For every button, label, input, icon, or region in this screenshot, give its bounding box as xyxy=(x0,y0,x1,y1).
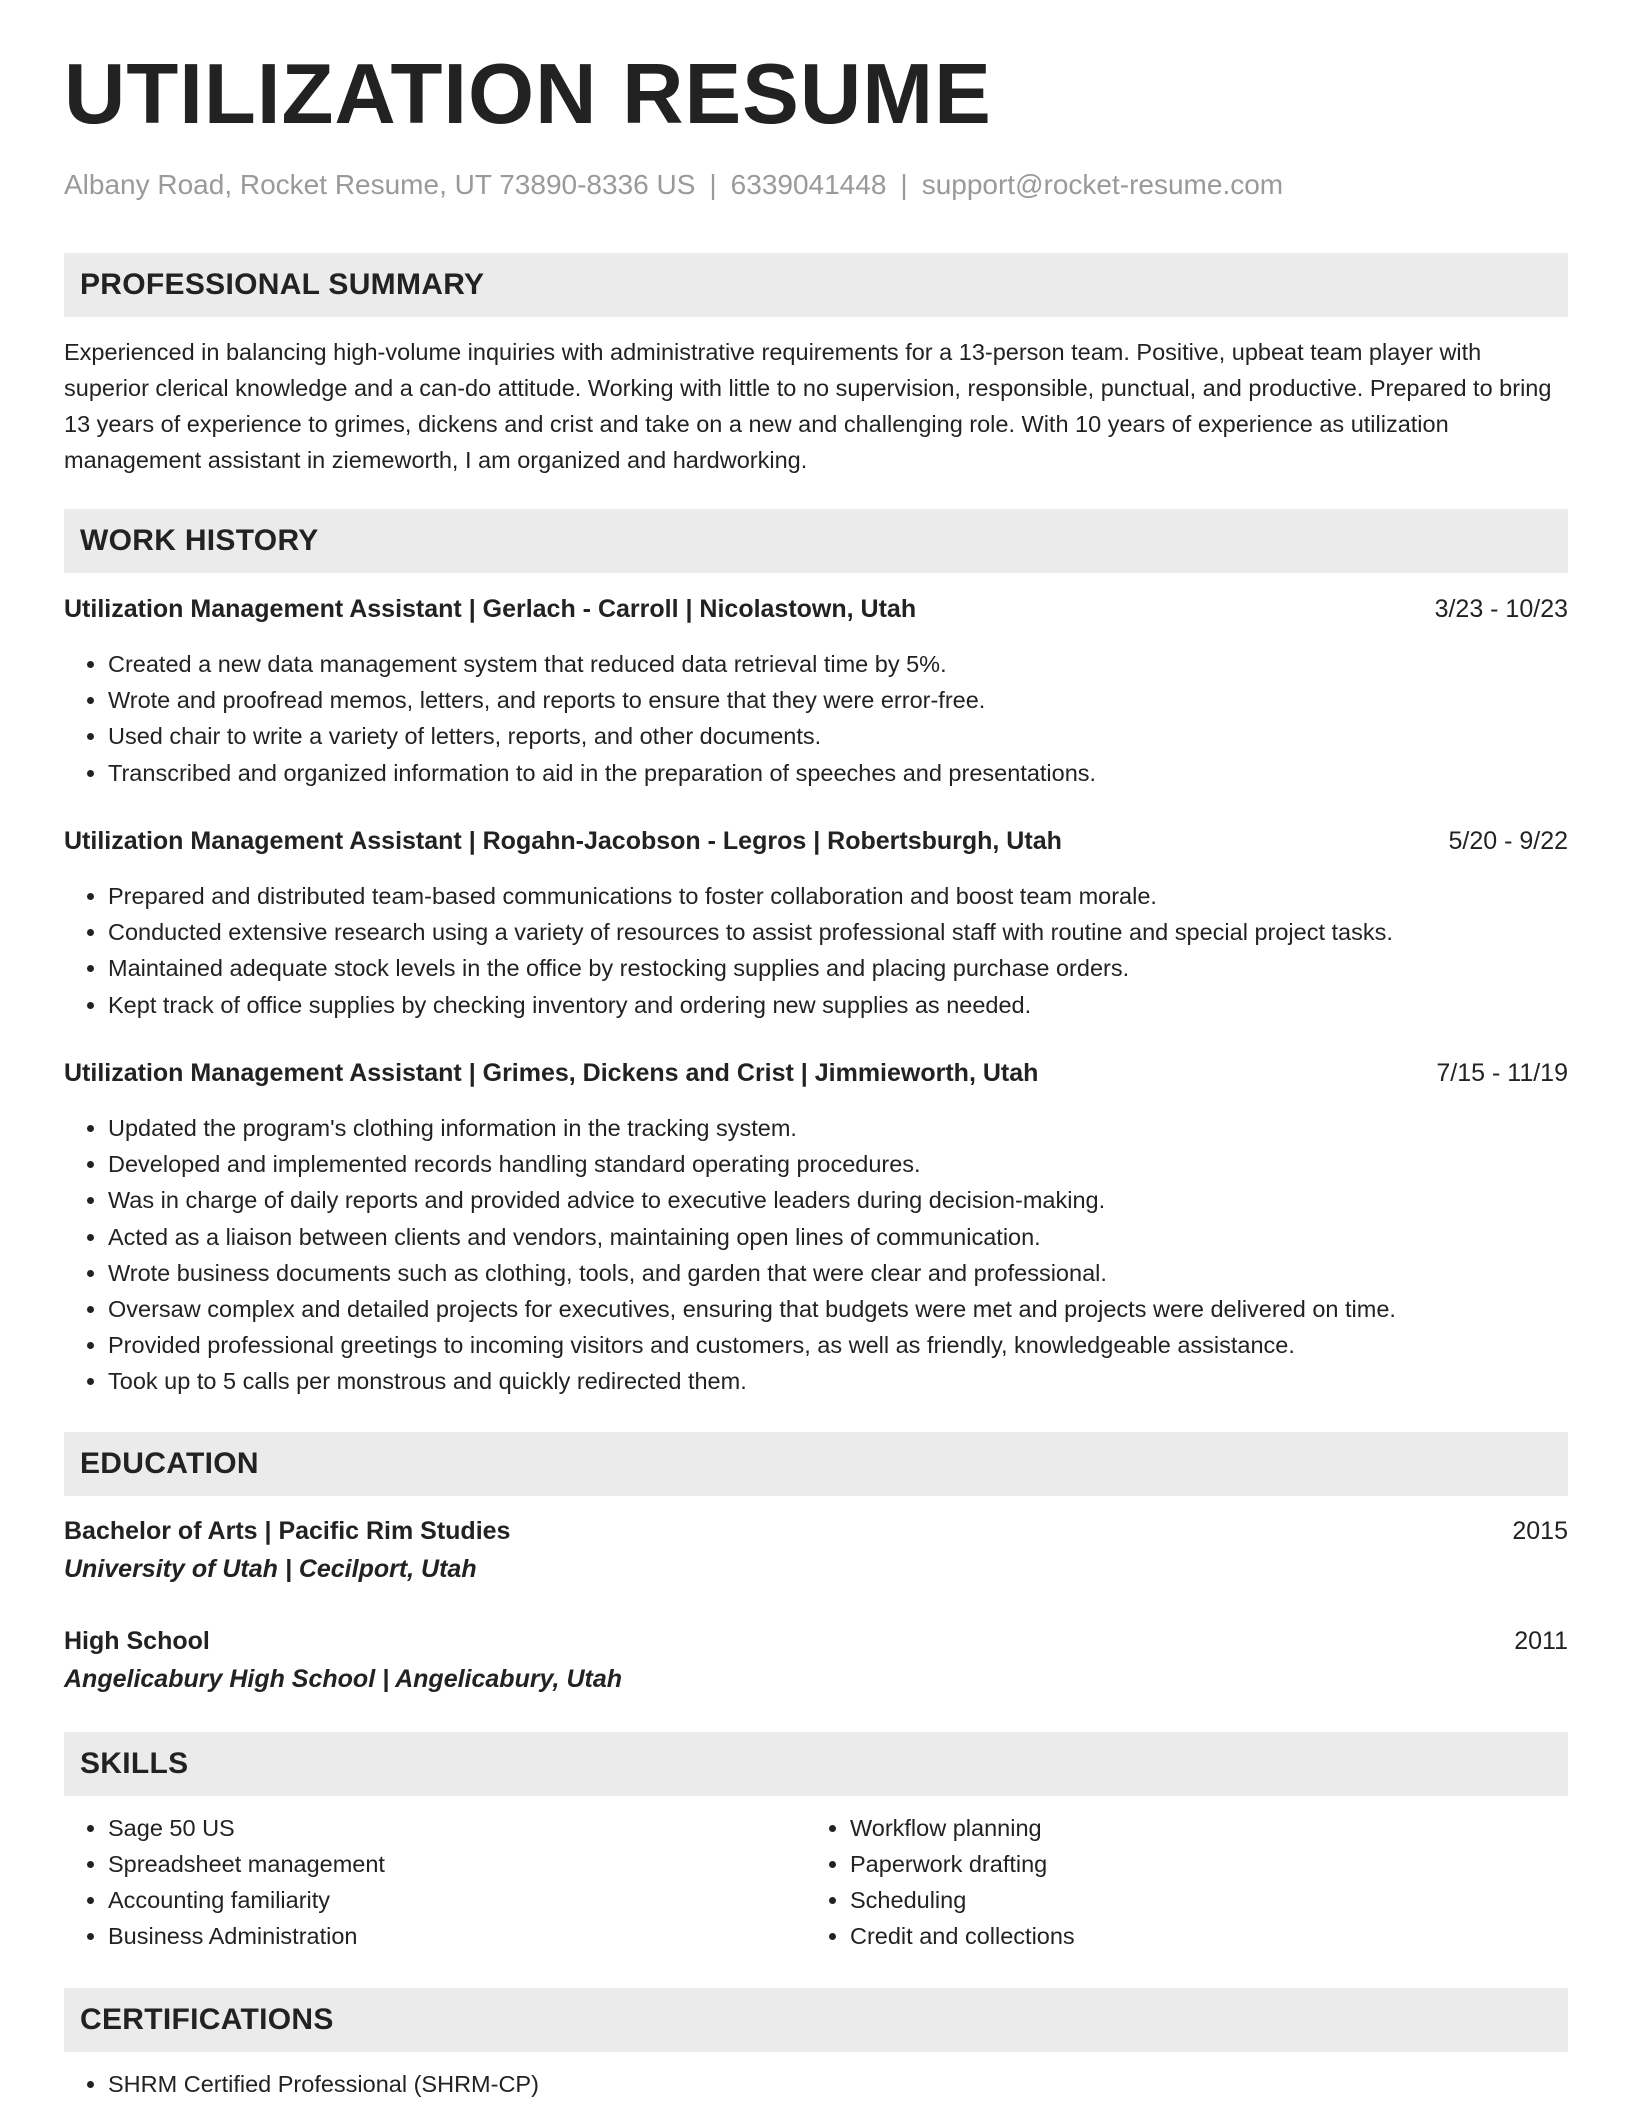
job-title: Utilization Management Assistant | Rogahn-Jacobson - Legros | Robertsburgh, Utah xyxy=(64,827,1062,855)
section-header-summary: PROFESSIONAL SUMMARY xyxy=(64,253,1568,317)
job-bullet: • Took up to 5 calls per monstrous and quickly redirected them. xyxy=(108,1363,1568,1399)
education-school: University of Utah | Cecilport, Utah xyxy=(64,1555,477,1583)
resume-name: UTILIZATION RESUME xyxy=(64,47,992,142)
job-bullet: • Transcribed and organized information to aid in the preparation of speeches and presentations. xyxy=(108,755,1568,791)
skill-item: • Paperwork drafting xyxy=(850,1846,1546,1882)
certifications-list xyxy=(64,2066,1568,2102)
education-school: Angelicabury High School | Angelicabury, Utah xyxy=(64,1665,622,1693)
skills-list-right xyxy=(806,1810,1546,1954)
section-header-education: EDUCATION xyxy=(64,1432,1568,1496)
job-title: Utilization Management Assistant | Grimes, Dickens and Crist | Jimmieworth, Utah xyxy=(64,1059,1039,1087)
contact-phone: 6339041448 xyxy=(730,169,887,200)
skill-item: • Credit and collections xyxy=(850,1918,1546,1954)
skills-list-left xyxy=(64,1810,804,1954)
job-bullet: • Kept track of office supplies by checking inventory and ordering new supplies as needed. xyxy=(108,987,1568,1023)
summary-text: Experienced in balancing high-volume inquiries with administrative requirements for a 13-person team. Positive, upbeat team player with superior clerical knowledge and a can-do attitude. Working with little to no supervision, responsible, punctual, and productive. Prepared to bring 13 years of experience to grimes, dickens and crist and take on a new and challenging role. With 10 years of experience as utilization management assistant in ziemeworth, I am organized and hardworking. xyxy=(64,339,1552,473)
job-bullet: • Acted as a liaison between clients and vendors, maintaining open lines of communication. xyxy=(108,1219,1568,1255)
contact-address: Albany Road, Rocket Resume, UT 73890-8336 US xyxy=(64,169,696,200)
job-bullet: • Wrote and proofread memos, letters, and reports to ensure that they were error-free. xyxy=(108,682,1568,718)
job-bullet-list xyxy=(64,878,1568,1023)
job-bullet: • Maintained adequate stock levels in the office by restocking supplies and placing purchase orders. xyxy=(108,950,1568,986)
job-bullet: • Developed and implemented records handling standard operating procedures. xyxy=(108,1146,1568,1182)
job-bullet: • Updated the program's clothing information in the tracking system. xyxy=(108,1110,1568,1146)
section-header-certifications: CERTIFICATIONS xyxy=(64,1988,1568,2052)
education-year: 2015 xyxy=(1512,1517,1568,1545)
job-bullet: • Used chair to write a variety of letters, reports, and other documents. xyxy=(108,718,1568,754)
contact-separator: | xyxy=(900,169,908,200)
education-degree: High School xyxy=(64,1627,210,1655)
job-bullet: • Was in charge of daily reports and provided advice to executive leaders during decision-making. xyxy=(108,1182,1568,1218)
skill-item: • Scheduling xyxy=(850,1882,1546,1918)
skill-item: • Spreadsheet management xyxy=(108,1846,804,1882)
job-bullet-list xyxy=(64,1110,1568,1400)
skill-item: • Accounting familiarity xyxy=(108,1882,804,1918)
skill-item: • Sage 50 US xyxy=(108,1810,804,1846)
job-bullet: • Prepared and distributed team-based communications to foster collaboration and boost team morale. xyxy=(108,878,1568,914)
education-year: 2011 xyxy=(1514,1627,1568,1655)
skill-item: • Workflow planning xyxy=(850,1810,1546,1846)
job-title: Utilization Management Assistant | Gerlach - Carroll | Nicolastown, Utah xyxy=(64,595,917,623)
section-header-work-history: WORK HISTORY xyxy=(64,509,1568,573)
contact-email: support@rocket-resume.com xyxy=(921,169,1284,200)
job-dates: 3/23 - 10/23 xyxy=(1434,595,1568,623)
skill-item: • Business Administration xyxy=(108,1918,804,1954)
job-bullet: • Wrote business documents such as clothing, tools, and garden that were clear and professional. xyxy=(108,1255,1568,1291)
contact-line xyxy=(64,168,1283,202)
job-bullet: • Provided professional greetings to incoming visitors and customers, as well as friendly, knowledgeable assistance. xyxy=(108,1327,1568,1363)
job-bullet-list xyxy=(64,646,1568,791)
education-degree: Bachelor of Arts | Pacific Rim Studies xyxy=(64,1517,511,1545)
job-bullet: • Oversaw complex and detailed projects for executives, ensuring that budgets were met and projects were delivered on time. xyxy=(108,1291,1568,1327)
section-header-skills: SKILLS xyxy=(64,1732,1568,1796)
job-bullet: • Conducted extensive research using a variety of resources to assist professional staff with routine and special project tasks. xyxy=(108,914,1568,950)
contact-separator: | xyxy=(709,169,717,200)
job-dates: 5/20 - 9/22 xyxy=(1448,827,1568,855)
certification-item: • SHRM Certified Professional (SHRM-CP) xyxy=(108,2066,1568,2102)
job-dates: 7/15 - 11/19 xyxy=(1436,1059,1568,1087)
job-bullet: • Created a new data management system that reduced data retrieval time by 5%. xyxy=(108,646,1568,682)
